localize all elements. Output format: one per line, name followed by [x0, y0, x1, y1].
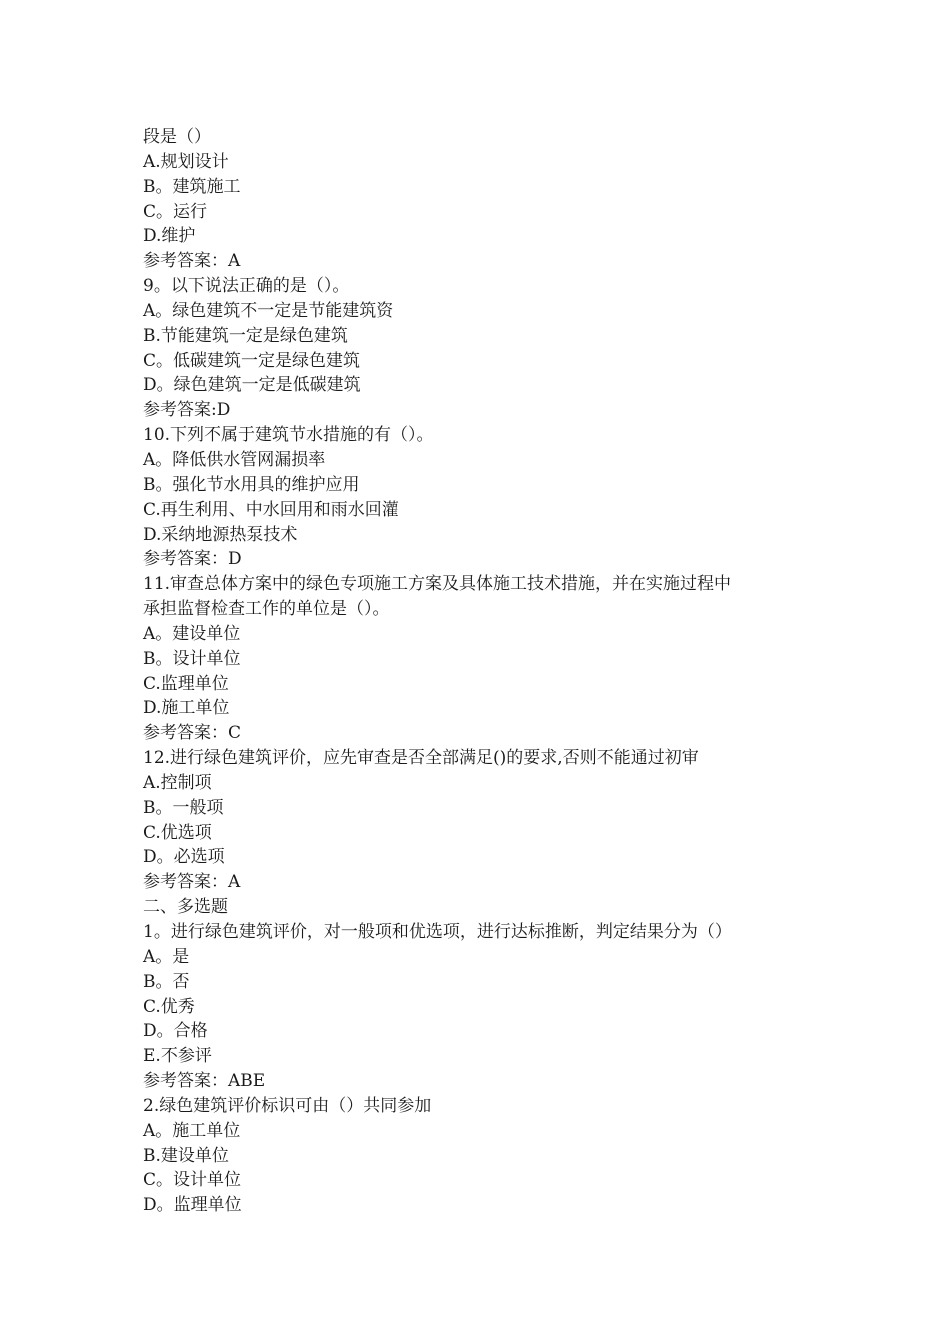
- text-line: C.优秀: [143, 996, 195, 1017]
- text-line: D。必选项: [143, 847, 225, 868]
- text-line: 12.进行绿色建筑评价，应先审查是否全部满足()的要求,否则不能通过初审: [143, 748, 699, 769]
- text-line: D.维护: [143, 226, 196, 247]
- text-line: 参考答案：C: [143, 723, 242, 744]
- text-line: D.施工单位: [143, 698, 230, 719]
- text-line: C.优选项: [143, 822, 212, 843]
- text-line: 参考答案：A: [143, 872, 241, 893]
- text-line: 参考答案:D: [143, 400, 231, 421]
- text-line: B.建设单位: [143, 1145, 229, 1166]
- text-line: C。低碳建筑一定是绿色建筑: [143, 350, 361, 371]
- text-line: 11.审查总体方案中的绿色专项施工方案及具体施工技术措施，并在实施过程中: [143, 574, 732, 595]
- text-line: 参考答案：D: [143, 549, 242, 570]
- text-line: B。一般项: [143, 797, 224, 818]
- text-line: C。设计单位: [143, 1170, 242, 1191]
- text-line: 1。进行绿色建筑评价，对一般项和优选项，进行达标推断，判定结果分为（）: [143, 922, 732, 942]
- text-line: C.监理单位: [143, 673, 229, 694]
- text-line: B。强化节水用具的维护应用: [143, 474, 360, 495]
- text-line: 段是（）: [143, 127, 211, 147]
- text-line: A.规划设计: [143, 151, 229, 172]
- text-line: D.采纳地源热泵技术: [143, 524, 298, 545]
- text-line: B。设计单位: [143, 648, 241, 669]
- text-line: A.控制项: [143, 772, 212, 793]
- text-line: 参考答案：ABE: [143, 1071, 266, 1092]
- text-line: 参考答案：A: [143, 251, 241, 272]
- text-line: A。建设单位: [143, 623, 241, 644]
- text-line: A。绿色建筑不一定是节能建筑资: [143, 300, 394, 321]
- text-line: 9。以下说法正确的是（）。: [143, 276, 350, 297]
- text-line: D。监理单位: [143, 1195, 242, 1216]
- text-line: D。绿色建筑一定是低碳建筑: [143, 375, 361, 396]
- text-line: E.不参评: [143, 1046, 212, 1067]
- text-line: 承担监督检查工作的单位是（）。: [143, 599, 390, 620]
- text-line: B。否: [143, 971, 190, 992]
- text-line: B.节能建筑一定是绿色建筑: [143, 325, 348, 346]
- text-line: C。运行: [143, 201, 208, 222]
- text-line: C.再生利用、中水回用和雨水回灌: [143, 499, 399, 520]
- text-line: A。是: [143, 946, 190, 967]
- text-line: A。降低供水管网漏损率: [143, 449, 326, 470]
- text-line: 二、多选题: [143, 897, 228, 918]
- text-line: A。施工单位: [143, 1120, 241, 1141]
- text-line: D。合格: [143, 1021, 208, 1042]
- document-body: [143, 125, 823, 1218]
- text-line: 10.下列不属于建筑节水措施的有（）。: [143, 425, 434, 446]
- text-line: 2.绿色建筑评价标识可由（）共同参加: [143, 1095, 432, 1116]
- text-line: B。建筑施工: [143, 176, 241, 197]
